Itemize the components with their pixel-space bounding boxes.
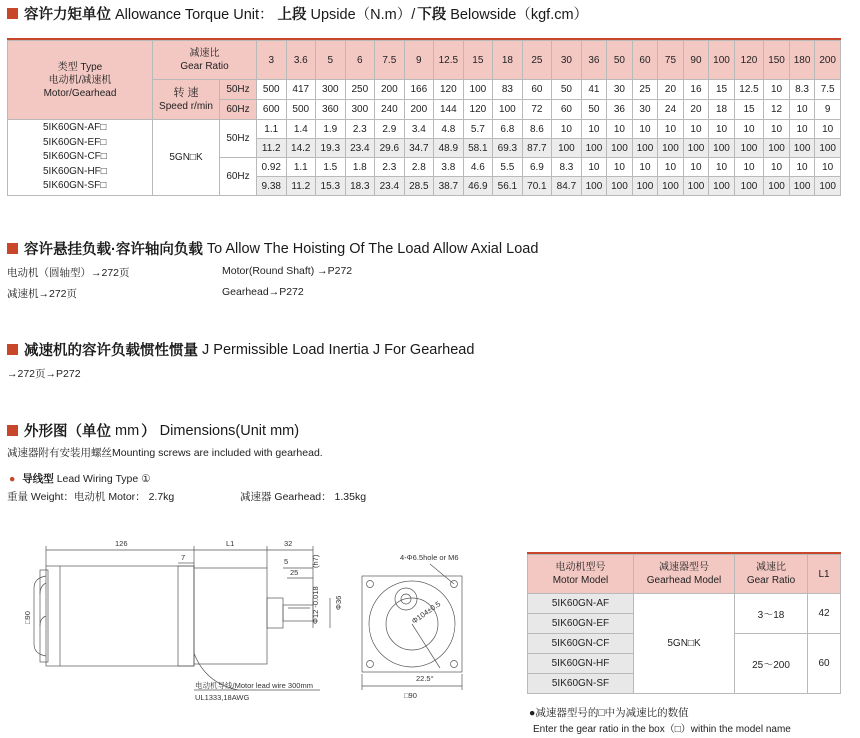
- hz-50-label: 50Hz: [220, 80, 257, 100]
- ratio-cell: 7.5: [375, 41, 405, 80]
- dim-7: 7: [181, 553, 186, 562]
- speed-cell: 12: [764, 100, 790, 120]
- speed-cell: 12.5: [734, 80, 764, 100]
- weight-motor: 重量 Weight：电动机 Motor： 2.7kg: [7, 491, 175, 503]
- shaft-collar: [267, 598, 283, 628]
- torque-cell: 10: [683, 158, 709, 177]
- torque-cell: 5.7: [463, 120, 493, 139]
- torque-cell: 87.7: [522, 139, 552, 158]
- speed-cell: 30: [632, 100, 658, 120]
- ratio-cell: 12.5: [434, 41, 464, 80]
- bullet-icon: ●: [9, 473, 16, 485]
- torque-cell: 38.7: [434, 177, 464, 196]
- torque-cell: 8.3: [552, 158, 582, 177]
- gear-ratio-header: 减速比 Gear Ratio: [153, 41, 257, 80]
- ref-motor-cn: 电动机（圆轴型）→272页: [7, 267, 130, 279]
- section-marker: [7, 243, 18, 254]
- torque-cell: 1.1: [257, 120, 287, 139]
- torque-cell: 5.5: [493, 158, 523, 177]
- speed-cell: 83: [493, 80, 523, 100]
- ratio-cell: 6: [345, 41, 375, 80]
- torque-cell: 10: [658, 158, 684, 177]
- speed-cell: 120: [463, 100, 493, 120]
- torque-cell: 3.4: [404, 120, 434, 139]
- torque-cell: 48.9: [434, 139, 464, 158]
- model-cell: 5IK60GN-EF: [528, 614, 634, 634]
- torque-cell: 10: [815, 120, 841, 139]
- torque-cell: 100: [607, 177, 633, 196]
- torque-cell: 10: [789, 158, 815, 177]
- weight-gearhead: 减速器 Gearhead： 1.35kg: [240, 491, 367, 503]
- dim-36: Φ36: [334, 595, 343, 610]
- model-cell: 5IK60GN-HF: [528, 654, 634, 674]
- speed-cell: 360: [316, 100, 346, 120]
- torque-cell: 6.8: [493, 120, 523, 139]
- lead-type: ● 导线型 Lead Wiring Type ①: [9, 473, 151, 485]
- speed-cell: 250: [345, 80, 375, 100]
- dim-h7: (h7): [311, 554, 320, 568]
- torque-cell: 1.4: [286, 120, 316, 139]
- torque-cell: 10: [815, 158, 841, 177]
- hz-label-cell: 60Hz: [220, 158, 257, 196]
- torque-cell: 11.2: [257, 139, 287, 158]
- torque-cell: 23.4: [375, 177, 405, 196]
- ratio-cell: 3～18: [735, 594, 808, 634]
- torque-cell: 46.9: [463, 177, 493, 196]
- speed-cell: 36: [607, 100, 633, 120]
- torque-cell: 100: [607, 139, 633, 158]
- ratio-cell: 5: [316, 41, 346, 80]
- dim-shaft-dia: Φ12 -0.018: [311, 586, 320, 624]
- motor-endcap: [40, 570, 48, 662]
- torque-cell: 100: [709, 177, 735, 196]
- torque-cell: 3.8: [434, 158, 464, 177]
- speed-cell: 50: [552, 80, 582, 100]
- torque-cell: 100: [815, 177, 841, 196]
- ratio-cell: 90: [683, 41, 709, 80]
- torque-cell: 34.7: [404, 139, 434, 158]
- speed-cell: 300: [316, 80, 346, 100]
- section-title-inertia: 减速机的容许负载惯性惯量 J Permissible Load Inertia J For Gearhead: [7, 339, 474, 360]
- header-gear-ratio: 减速比 Gear Ratio: [735, 555, 808, 594]
- ref-inertia: →272页→P272: [7, 368, 81, 380]
- dimension-drawing: [0, 528, 520, 738]
- torque-cell: 100: [815, 139, 841, 158]
- torque-cell: 2.9: [375, 120, 405, 139]
- lead-wire-spec: UL1333,18AWG: [195, 693, 250, 702]
- ref-gear-cn: 减速机→272页: [7, 288, 78, 300]
- ratio-cell: 150: [764, 41, 790, 80]
- torque-cell: 15.3: [316, 177, 346, 196]
- section-title-dimensions: 外形图（单位 mm ） Dimensions(Unit mm): [7, 420, 299, 441]
- torque-cell: 69.3: [493, 139, 523, 158]
- torque-cell: 10: [764, 158, 790, 177]
- speed-cell: 144: [434, 100, 464, 120]
- torque-cell: 58.1: [463, 139, 493, 158]
- torque-cell: 10: [632, 158, 658, 177]
- torque-cell: 10: [632, 120, 658, 139]
- dim-hole: 4-Φ6.5hole or M6: [400, 553, 459, 562]
- torque-cell: 100: [734, 177, 764, 196]
- output-shaft: [283, 605, 313, 621]
- ref-gear-en: Gearhead→P272: [222, 286, 304, 298]
- torque-cell: 10: [581, 120, 607, 139]
- ratio-cell: 50: [607, 41, 633, 80]
- hz-label-cell: 50Hz: [220, 120, 257, 158]
- speed-cell: 72: [522, 100, 552, 120]
- ratio-cell: 25: [522, 41, 552, 80]
- torque-row: [8, 120, 841, 139]
- speed-cell: 15: [709, 80, 735, 100]
- torque-cell: 23.4: [345, 139, 375, 158]
- torque-cell: 70.1: [522, 177, 552, 196]
- speed-cell: 10: [764, 80, 790, 100]
- torque-cell: 100: [632, 139, 658, 158]
- torque-cell: 1.1: [286, 158, 316, 177]
- header-l1: L1: [808, 555, 841, 594]
- torque-cell: 10: [683, 120, 709, 139]
- section-marker: [7, 344, 18, 355]
- torque-cell: 10: [734, 158, 764, 177]
- speed-cell: 50: [581, 100, 607, 120]
- torque-cell: 14.2: [286, 139, 316, 158]
- torque-cell: 8.6: [522, 120, 552, 139]
- dim-pcd: Φ104±0.5: [409, 599, 443, 626]
- speed-cell: 417: [286, 80, 316, 100]
- dim-90: □90: [23, 611, 32, 624]
- ratio-cell: 30: [552, 41, 582, 80]
- torque-cell: 100: [734, 139, 764, 158]
- ratio-cell: 200: [815, 41, 841, 80]
- torque-cell: 1.5: [316, 158, 346, 177]
- header-motor-model: 电动机型号 Motor Model: [528, 555, 634, 594]
- ratio-cell: 75: [658, 41, 684, 80]
- ratio-cell: 3.6: [286, 41, 316, 80]
- ratio-cell: 25～200: [735, 634, 808, 694]
- speed-cell: 41: [581, 80, 607, 100]
- speed-cell: 600: [257, 100, 287, 120]
- gearhead-body-outline: [194, 568, 267, 664]
- speed-cell: 30: [607, 80, 633, 100]
- dim-l1: L1: [226, 539, 235, 548]
- torque-cell: 10: [709, 158, 735, 177]
- torque-table: [7, 40, 841, 196]
- torque-cell: 10: [789, 120, 815, 139]
- speed-cell: 7.5: [815, 80, 841, 100]
- speed-cell: 60: [552, 100, 582, 120]
- speed-cell: 20: [658, 80, 684, 100]
- motor-body-outline: [46, 566, 194, 666]
- torque-cell: 10: [581, 158, 607, 177]
- speed-cell: 166: [404, 80, 434, 100]
- speed-cell: 8.3: [789, 80, 815, 100]
- ratio-cell: 18: [493, 41, 523, 80]
- torque-cell: 100: [683, 139, 709, 158]
- torque-cell: 19.3: [316, 139, 346, 158]
- torque-cell: 10: [734, 120, 764, 139]
- model-cell: 5IK60GN-CF: [528, 634, 634, 654]
- l1-cell: 42: [808, 594, 841, 634]
- header-gearhead-model: 减速器型号 Gearhead Model: [634, 555, 735, 594]
- gearhead-cell: 5GN□K: [153, 120, 220, 196]
- speed-cell: 24: [658, 100, 684, 120]
- torque-cell: 100: [632, 177, 658, 196]
- speed-cell: 100: [493, 100, 523, 120]
- type-header: 类型 Type 电动机/减速机 Motor/Gearhead: [8, 41, 153, 120]
- torque-cell: 28.5: [404, 177, 434, 196]
- dim-5: 5: [284, 557, 289, 566]
- ratio-cell: 15: [463, 41, 493, 80]
- model-cell: 5IK60GN-SF: [528, 674, 634, 694]
- torque-cell: 1.9: [316, 120, 346, 139]
- ratio-row: [8, 41, 841, 80]
- torque-cell: 100: [658, 177, 684, 196]
- torque-cell: 2.3: [345, 120, 375, 139]
- note-box-en: Enter the gear ratio in the box（□）within the model name: [533, 724, 791, 735]
- torque-cell: 10: [607, 158, 633, 177]
- torque-cell: 29.6: [375, 139, 405, 158]
- l1-cell: 60: [808, 634, 841, 694]
- ratio-cell: 9: [404, 41, 434, 80]
- dim-angle: 22.5°: [416, 674, 434, 683]
- torque-cell: 100: [789, 177, 815, 196]
- speed-cell: 9: [815, 100, 841, 120]
- torque-cell: 1.8: [345, 158, 375, 177]
- speed-cell: 200: [404, 100, 434, 120]
- ratio-cell: 180: [789, 41, 815, 80]
- torque-cell: 100: [683, 177, 709, 196]
- speed-cell: 15: [734, 100, 764, 120]
- gearhead-cell: 5GN□K: [634, 594, 735, 694]
- speed-cell: 60: [522, 80, 552, 100]
- torque-cell: 100: [789, 139, 815, 158]
- speed-cell: 200: [375, 80, 405, 100]
- speed-cell: 20: [683, 100, 709, 120]
- motor-models-cell: 5IK60GN-AF□ 5IK60GN-EF□ 5IK60GN-CF□ 5IK60GN-HF□ 5IK60GN-SF□: [8, 120, 153, 196]
- speed-cell: 16: [683, 80, 709, 100]
- dim-126: 126: [115, 539, 128, 548]
- torque-cell: 10: [658, 120, 684, 139]
- torque-cell: 0.92: [257, 158, 287, 177]
- torque-cell: 2.8: [404, 158, 434, 177]
- torque-cell: 100: [709, 139, 735, 158]
- torque-cell: 10: [607, 120, 633, 139]
- torque-cell: 18.3: [345, 177, 375, 196]
- model-cell: 5IK60GN-AF: [528, 594, 634, 614]
- note-box-cn: ●减速器型号的□中为减速比的数值: [529, 707, 689, 719]
- torque-cell: 10: [709, 120, 735, 139]
- screws-note: 减速器附有安装用螺丝Mounting screws are included with gearhead.: [7, 447, 323, 459]
- speed-cell: 240: [375, 100, 405, 120]
- speed-cell: 500: [286, 100, 316, 120]
- speed-cell: 500: [257, 80, 287, 100]
- section-title-load: 容许悬挂负载·容许轴向负载 To Allow The Hoisting Of The Load Allow Axial Load: [7, 238, 538, 259]
- model-table: [527, 554, 841, 694]
- torque-cell: 100: [581, 177, 607, 196]
- torque-cell: 11.2: [286, 177, 316, 196]
- torque-cell: 10: [552, 120, 582, 139]
- dim-25: 25: [290, 568, 299, 577]
- torque-cell: 84.7: [552, 177, 582, 196]
- torque-cell: 100: [552, 139, 582, 158]
- ref-motor-en: Motor(Round Shaft) →P272: [222, 265, 353, 277]
- speed-cell: 100: [463, 80, 493, 100]
- ratio-cell: 60: [632, 41, 658, 80]
- speed-cell: 18: [709, 100, 735, 120]
- hz-60-label: 60Hz: [220, 100, 257, 120]
- torque-cell: 100: [658, 139, 684, 158]
- torque-cell: 2.3: [375, 158, 405, 177]
- speed-cell: 300: [345, 100, 375, 120]
- section-title-torque: 容许力矩单位 Allowance Torque Unit： 上段 Upside（N.m）/ 下段 Belowside（kgf.cm）: [7, 3, 588, 24]
- ratio-cell: 120: [734, 41, 764, 80]
- speed-cell: 10: [789, 100, 815, 120]
- lead-wire-label: 电动机导线/Motor lead wire 300mm: [195, 681, 313, 690]
- torque-cell: 10: [764, 120, 790, 139]
- torque-cell: 4.6: [463, 158, 493, 177]
- speed-header: 转 速 Speed r/min: [153, 80, 220, 120]
- ratio-cell: 36: [581, 41, 607, 80]
- torque-cell: 4.8: [434, 120, 464, 139]
- section-marker: [7, 425, 18, 436]
- torque-cell: 100: [764, 177, 790, 196]
- torque-cell: 100: [764, 139, 790, 158]
- speed-cell: 25: [632, 80, 658, 100]
- torque-cell: 6.9: [522, 158, 552, 177]
- ratio-cell: 3: [257, 41, 287, 80]
- torque-cell: 9.38: [257, 177, 287, 196]
- section-marker: [7, 8, 18, 19]
- torque-cell: 100: [581, 139, 607, 158]
- dim-32: 32: [284, 539, 293, 548]
- dim-90-front: □90: [404, 691, 417, 700]
- ratio-cell: 100: [709, 41, 735, 80]
- torque-cell: 56.1: [493, 177, 523, 196]
- speed-cell: 120: [434, 80, 464, 100]
